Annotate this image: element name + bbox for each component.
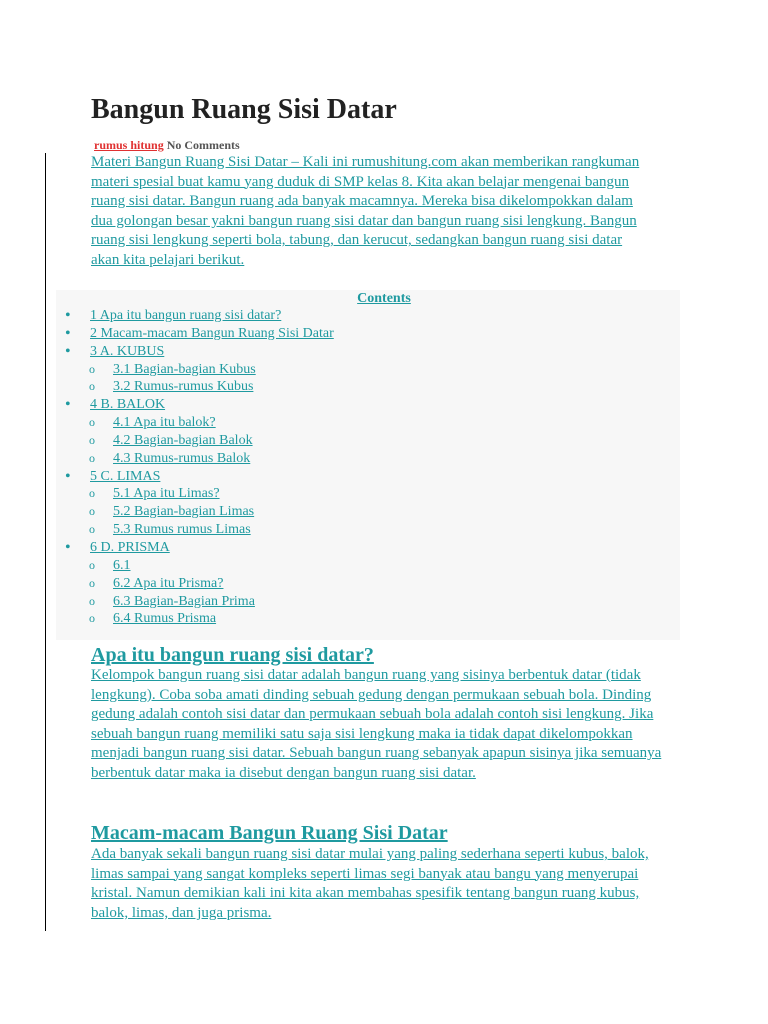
toc-link[interactable]: 3.1 Bagian-bagian Kubus	[113, 361, 256, 377]
toc-link[interactable]: 5.3 Rumus rumus Limas	[113, 522, 251, 538]
toc-link[interactable]: 6.1	[113, 557, 131, 573]
author-link[interactable]: rumus hitung	[94, 138, 164, 152]
toc-bullet: o	[89, 504, 95, 519]
toc-bullet: o	[89, 415, 95, 430]
toc-bullet: o	[89, 575, 95, 590]
toc-bullet: •	[65, 307, 71, 324]
toc-link[interactable]: 1 Apa itu bangun ruang sisi datar?	[90, 308, 282, 323]
toc-bullet: •	[65, 538, 71, 556]
section-paragraph-macam-macam	[91, 845, 666, 923]
toc-link[interactable]: 4.3 Rumus-rumus Balok	[113, 450, 251, 466]
toc-link[interactable]: 6 D. PRISMA	[90, 539, 170, 555]
toc-link[interactable]: 5.1 Apa itu Limas?	[113, 486, 220, 502]
section-paragraph-apa-itu	[91, 666, 681, 784]
toc-bullet: o	[89, 557, 95, 572]
toc-link[interactable]: 4 B. BALOK	[90, 397, 166, 413]
toc-bullet: o	[89, 522, 95, 537]
left-margin-rule	[45, 153, 46, 931]
table-of-contents	[56, 290, 680, 640]
toc-bullet: o	[89, 432, 95, 447]
section-text[interactable]: Kelompok bangun ruang sisi datar adalah bangun ruang yang sisinya berbentuk datar (tidak lengkung). Coba soba amati dinding sebuah gedung dengan permukaan sebuah bola. Dinding gedung adalah contoh sisi datar dan permukaan sebuah bola adalah contoh sisi lengkung. Jika sebuah bangun ruang memiliki satu saja sisi lengkung maka ia tidak dapat dikelompokkan menjadi bangun ruang sisi datar. Sebuah bangun ruang sebanyak apapun sisinya jika semuanya berbentuk datar maka ia disebut dengan bangun ruang sisi datar.	[91, 667, 662, 781]
page-title: Bangun Ruang Sisi Datar	[91, 94, 397, 125]
toc-bullet: o	[89, 593, 95, 608]
toc-link[interactable]: 4.1 Apa itu balok?	[113, 415, 216, 431]
toc-link[interactable]: 3 A. KUBUS	[90, 343, 165, 359]
intro-text[interactable]: Materi Bangun Ruang Sisi Datar – Kali ini rumushitung.com akan memberikan rangkuman materi spesial buat kamu yang duduk di SMP kelas 8. Kita akan belajar mengenai bangun ruang sisi datar. Bangun ruang ada banyak macamnya. Mereka bisa dikelompokkan dalam dua golongan besar yakni bangun ruang sisi datar dan bangun ruang sisi lengkung. Bangun ruang sisi lengkung seperti bola, tabung, dan kerucut, sedangkan bangun ruang sisi datar akan kita pelajari berikut.	[91, 154, 640, 268]
toc-link[interactable]: 5.2 Bagian-bagian Limas	[113, 504, 255, 520]
comments-link[interactable]: No Comments	[166, 138, 240, 152]
toc-title[interactable]: Contents	[357, 291, 411, 306]
intro-paragraph	[91, 153, 651, 271]
toc-bullet: o	[89, 361, 95, 376]
toc-bullet: o	[89, 379, 95, 394]
section-heading-macam-macam[interactable]: Macam-macam Bangun Ruang Sisi Datar	[91, 822, 448, 844]
toc-bullet: •	[65, 342, 71, 360]
toc-bullet: •	[65, 467, 71, 485]
toc-link[interactable]: 4.2 Bagian-bagian Balok	[113, 432, 253, 448]
section-text[interactable]: Ada banyak sekali bangun ruang sisi datar mulai yang paling sederhana seperti kubus, balok, limas sampai yang sangat kompleks seperti limas segi banyak atau bangu yang menyerupai kristal. Namun demikian kali ini kita akan membahas spesifik tentang bangun ruang kubus, balok, limas, dan juga prisma.	[91, 846, 649, 921]
toc-link[interactable]: 6.3 Bagian-Bagian Prima	[113, 593, 255, 609]
toc-link[interactable]: 6.2 Apa itu Prisma?	[113, 575, 224, 591]
section-heading-apa-itu[interactable]: Apa itu bangun ruang sisi datar?	[91, 644, 374, 666]
toc-link[interactable]: 6.4 Rumus Prisma	[113, 611, 217, 627]
toc-bullet: o	[89, 486, 95, 501]
toc-bullet: •	[65, 324, 71, 342]
toc-link[interactable]: 2 Macam-macam Bangun Ruang Sisi Datar	[90, 325, 334, 341]
toc-bullet: o	[89, 611, 95, 626]
toc-link[interactable]: 3.2 Rumus-rumus Kubus	[113, 379, 254, 395]
toc-bullet: •	[65, 396, 71, 414]
toc-bullet: o	[89, 450, 95, 465]
post-meta	[94, 137, 240, 153]
toc-link[interactable]: 5 C. LIMAS	[90, 468, 161, 484]
